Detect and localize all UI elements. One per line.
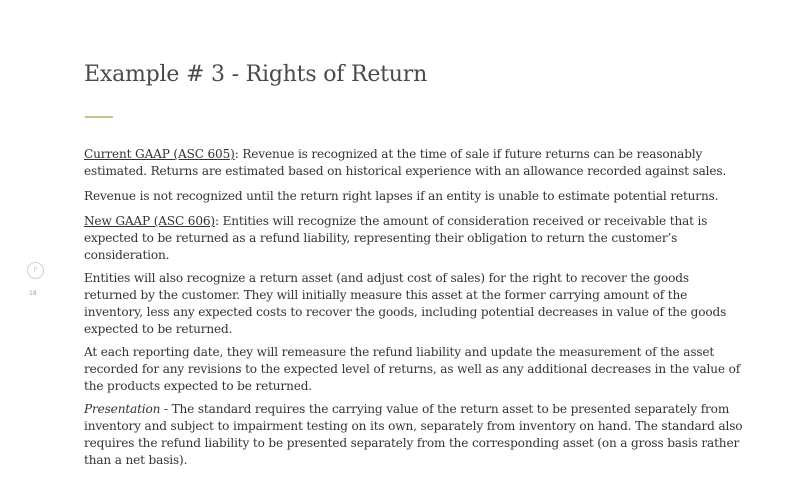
slide-body xyxy=(84,146,744,477)
title-accent-rule xyxy=(85,116,113,118)
paragraph-return-asset xyxy=(84,270,744,338)
paragraph-current-gaap xyxy=(84,146,744,180)
paragraph-presentation xyxy=(84,401,744,469)
new-gaap-text: : Entities will recognize the amount of consideration received or receivable that is expected to be returned as a refund liability, representing their obligation to return the customer’s consideration. xyxy=(84,214,708,262)
return-asset-text: Entities will also recognize a return asset (and adjust cost of sales) for the right to recover the goods returned by the customer. They will initially measure this asset at the former carrying amount of the inventory, less any expected costs to recover the goods, including potential decreases in value of the goods expected to be returned. xyxy=(84,271,727,336)
current-gaap-heading: Current GAAP (ASC 605) xyxy=(84,147,235,161)
logo-icon xyxy=(27,262,44,279)
current-gaap-text: : Revenue is recognized at the time of sale if future returns can be reasonably estimated. Returns are estimated based on historical experience with an allowance recorded against sales. xyxy=(84,147,727,178)
new-gaap-heading: New GAAP (ASC 606) xyxy=(84,214,215,228)
paragraph-new-gaap xyxy=(84,213,744,264)
presentation-text: - The standard requires the carrying value of the return asset to be presented separately from inventory and subject to impairment testing on its own, separately from inventory on hand. The standard also requires the refund liability to be presented separately from the corresponding asset (on a gross basis rather than a net basis). xyxy=(84,402,743,467)
page-number: 18 xyxy=(29,290,37,297)
paragraph-revenue-not-recognized xyxy=(84,188,744,205)
presentation-heading: Presentation xyxy=(84,402,161,416)
remeasurement-text: At each reporting date, they will remeasure the refund liability and update the measurement of the asset recorded for any revisions to the expected level of returns, as well as any additional decreases in the value of the products expected to be returned. xyxy=(84,345,741,393)
revenue-not-recognized-text: Revenue is not recognized until the return right lapses if an entity is unable to estimate potential returns. xyxy=(84,189,719,203)
logo-mark: P xyxy=(33,267,38,274)
slide-title: Example # 3 - Rights of Return xyxy=(84,62,428,87)
paragraph-remeasurement xyxy=(84,344,744,395)
